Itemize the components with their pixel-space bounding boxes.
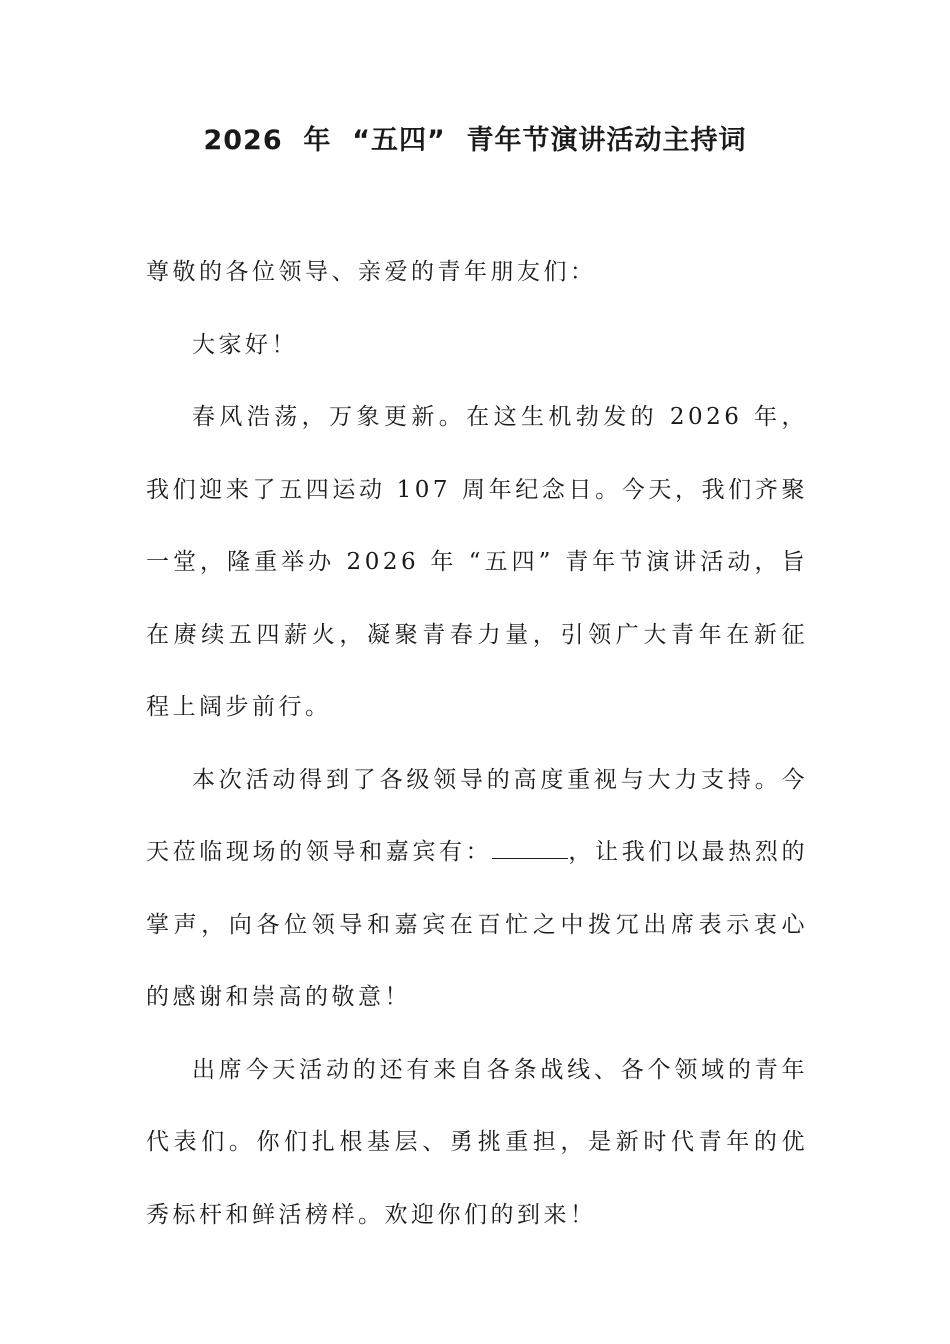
paragraph-guests bbox=[146, 744, 808, 1034]
paragraph-guests-tail: ，让我们以最热烈的掌声，向各位领导和嘉宾在百忙之中拨冗出席表示衷心的感谢和崇高的敬意！ bbox=[146, 839, 809, 1010]
paragraph-opening: 春风浩荡，万象更新。在这生机勃发的 2026 年，我们迎来了五四运动 107 周年纪念日。今天，我们齐聚一堂，隆重举办 2026 年 “五四” 青年节演讲活动，旨在赓续五四薪火，凝聚青春力量，引领广大青年在新征程上阔步前行。 bbox=[146, 404, 808, 720]
greeting: 大家好！ bbox=[192, 331, 298, 358]
salutation: 尊敬的各位领导、亲爱的青年朋友们： bbox=[146, 259, 597, 285]
paragraph-guests-lead: 本次活动得到了各级领导的高度重视与大力支持。今天莅临现场的领导和嘉宾有： bbox=[146, 766, 808, 865]
document-title: 2026 年 “五四” 青年节演讲活动主持词 bbox=[203, 125, 747, 156]
guest-names-blank bbox=[492, 838, 568, 859]
paragraph-youth-representatives: 出席今天活动的还有来自各条战线、各个领域的青年代表们。你们扎根基层、勇挑重担，是新时代青年的优秀标杆和鲜活榜样。欢迎你们的到来！ bbox=[146, 1056, 808, 1228]
document-body bbox=[146, 236, 808, 1251]
